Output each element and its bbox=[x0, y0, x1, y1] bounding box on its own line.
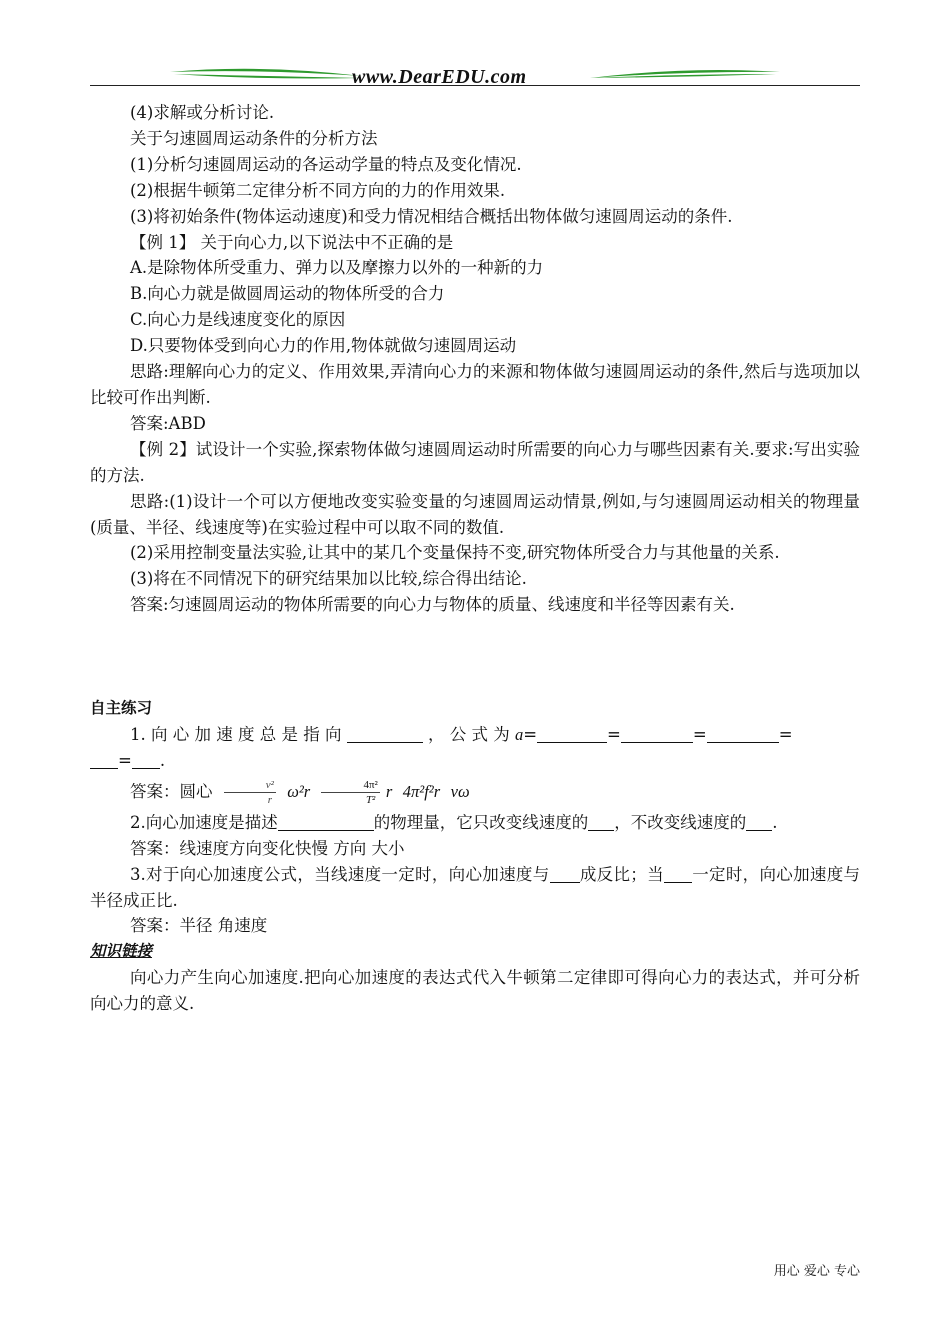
option-a: A.是除物体所受重力、弹力以及摩擦力以外的一种新的力 bbox=[130, 258, 544, 278]
text-line: (4)求解或分析讨论. bbox=[130, 103, 275, 122]
answer-blank bbox=[746, 812, 772, 831]
q2-text: 2.向心加速度是描述 bbox=[130, 812, 278, 832]
example-1-reasoning: 思路:理解向心力的定义、作用效果,弄清向心力的来源和物体做匀速圆周运动的条件,然后与选项加以比较可作出判断. bbox=[90, 362, 860, 407]
eq-sign: = bbox=[523, 725, 538, 745]
option-c: C.向心力是线速度变化的原因 bbox=[130, 310, 346, 330]
text-line: (2)采用控制变量法实验,让其中的某几个变量保持不变,研究物体所受合力与其他量的关系. bbox=[130, 543, 780, 563]
q1-text: 1. 向 心 加 速 度 总 是 指 向 bbox=[130, 725, 342, 745]
example-2-question: 【例 2】试设计一个实验,探索物体做匀速圆周运动时所需要的向心力与哪些因素有关.要求:写出实验的方法. bbox=[90, 439, 860, 485]
practice-q1 bbox=[90, 722, 860, 748]
practice-a1 bbox=[90, 774, 860, 810]
example-1-question: 【例 1】 关于向心力,以下说法中不正确的是 bbox=[130, 232, 454, 252]
knowledge-link-heading: 知识链接 bbox=[90, 942, 153, 961]
formula-term: r bbox=[385, 781, 393, 801]
example-1-answer: 答案:ABD bbox=[130, 413, 206, 433]
text-line: 关于匀速圆周运动条件的分析方法 bbox=[130, 128, 378, 148]
answer-blank bbox=[588, 812, 614, 831]
practice-a3: 答案：半径 角速度 bbox=[130, 916, 268, 936]
practice-a2: 答案：线速度方向变化快慢 方向 大小 bbox=[130, 838, 405, 858]
fraction bbox=[321, 778, 379, 807]
formula-term: vω bbox=[450, 781, 470, 801]
answer-blank bbox=[132, 750, 160, 769]
q3-text: 3.对于向心加速度公式，当线速度一定时，向心加速度与 bbox=[130, 864, 550, 884]
header-rule bbox=[90, 85, 860, 86]
text-line: (1)分析匀速圆周运动的各运动学量的特点及变化情况. bbox=[130, 154, 522, 174]
frac-den: T² bbox=[365, 793, 376, 806]
example-2-answer: 答案:匀速圆周运动的物体所需要的向心力与物体的质量、线速度和半径等因素有关. bbox=[130, 595, 735, 615]
practice-q2 bbox=[90, 810, 860, 836]
frac-num: 4π² bbox=[321, 778, 379, 793]
answer-blank bbox=[90, 750, 118, 769]
period: . bbox=[772, 812, 778, 832]
q2-text-c: ，不改变线速度的 bbox=[614, 812, 747, 832]
answer-blank bbox=[537, 724, 607, 743]
example-2-reasoning: 思路:(1)设计一个可以方便地改变实验变量的匀速圆周运动情景,例如,与匀速圆周运动相关的物理量(质量、半径、线速度等)在实验过程中可以取不同的数值. bbox=[90, 491, 860, 537]
var-a: a bbox=[514, 725, 524, 745]
practice-q1-cont bbox=[90, 748, 860, 774]
page-header bbox=[90, 62, 860, 92]
practice-q3 bbox=[90, 862, 860, 914]
eq-sign: = bbox=[778, 725, 793, 745]
q1-text-b: ， 公 式 为 bbox=[427, 725, 510, 745]
answer-blank bbox=[278, 812, 374, 831]
eq-sign: = bbox=[118, 750, 132, 770]
answer-blank bbox=[347, 724, 423, 743]
document-body bbox=[90, 100, 860, 1017]
period: . bbox=[159, 750, 166, 770]
q2-text-b: 的物理量，它只改变线速度的 bbox=[373, 812, 589, 832]
fraction bbox=[224, 778, 276, 807]
knowledge-link-text: 向心力产生向心加速度.把向心加速度的表达式代入牛顿第二定律即可得向心力的表达式，并可分析向心力的意义. bbox=[90, 968, 860, 1014]
page-footer: 用心 爱心 专心 bbox=[773, 1264, 860, 1279]
q3-text-b: 成反比；当 bbox=[579, 864, 664, 884]
formula-term: ω²r bbox=[287, 781, 311, 801]
answer-blank bbox=[664, 864, 692, 883]
text-line: (2)根据牛顿第二定律分析不同方向的力的作用效果. bbox=[130, 180, 506, 200]
option-d: D.只要物体受到向心力的作用,物体就做匀速圆周运动 bbox=[130, 336, 517, 356]
a1-label: 答案：圆心 bbox=[130, 781, 213, 801]
eq-sign: = bbox=[607, 725, 621, 745]
formula-term: 4π²f²r bbox=[402, 781, 441, 801]
site-logo-text: www.DearEDU.com bbox=[352, 66, 527, 88]
eq-sign: = bbox=[692, 725, 707, 745]
text-line: (3)将初始条件(物体运动速度)和受力情况相结合概括出物体做匀速圆周运动的条件. bbox=[130, 206, 733, 226]
frac-den: r bbox=[267, 793, 272, 806]
answer-blank bbox=[550, 864, 580, 883]
q3-text-c: 一定时，向心加速度与半径成正比. bbox=[90, 864, 861, 910]
practice-heading: 自主练习 bbox=[90, 699, 153, 718]
frac-num: v² bbox=[224, 778, 276, 793]
answer-blank bbox=[621, 724, 693, 743]
answer-blank bbox=[707, 724, 779, 743]
option-b: B.向心力就是做圆周运动的物体所受的合力 bbox=[130, 284, 445, 304]
text-line: (3)将在不同情况下的研究结果加以比较,综合得出结论. bbox=[130, 569, 527, 589]
